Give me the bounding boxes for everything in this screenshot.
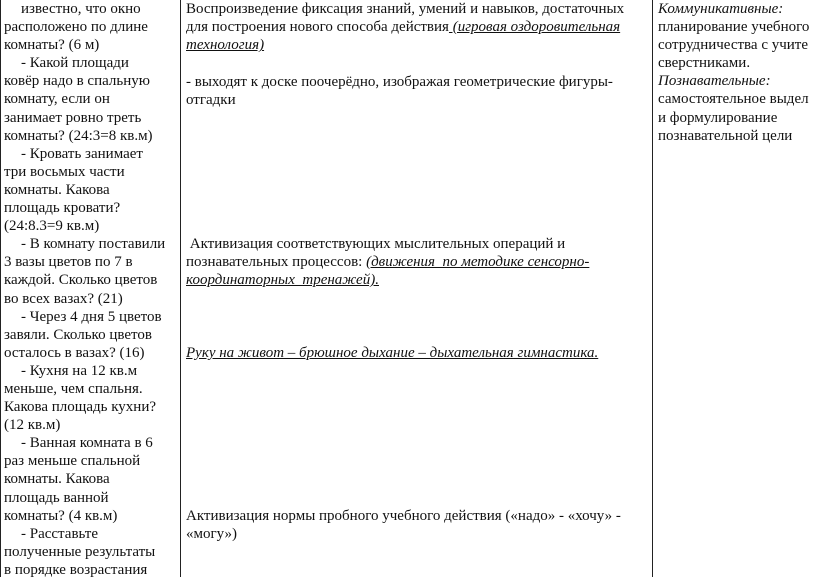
task-line: комнаты? (6 м)	[4, 37, 100, 54]
task-line: - В комнату поставили	[21, 236, 166, 253]
task-line: во всех вазах? (21)	[4, 290, 123, 307]
task-line: три восьмых части	[4, 163, 125, 180]
task-line: каждой. Сколько цветов	[4, 272, 158, 289]
task-line: Какова площадь кухни?	[4, 399, 157, 416]
activation-text: познавательных процессов:	[186, 254, 367, 271]
task-line: комнаты. Какова	[4, 181, 110, 198]
task-line: расположено по длине	[4, 19, 148, 36]
task-line: комнату, если он	[4, 91, 110, 108]
activation-line: Активизация соответствующих мыслительных операций и	[186, 236, 566, 252]
communicative-heading: Коммуникативные:	[658, 1, 784, 17]
task-line: (24:8.3=9 кв.м)	[4, 218, 100, 235]
task-line: площадь кровати?	[4, 200, 121, 217]
task-line: комнаты? (4 кв.м)	[4, 507, 118, 524]
sensory-method-note: координаторных тренажей).	[186, 272, 379, 289]
reproduction-line	[186, 18, 650, 36]
trial-action-block	[186, 507, 650, 543]
cognitive-line: и формулирование	[658, 109, 778, 126]
activation-block	[186, 235, 650, 289]
breathing-exercise-note: Руку на живот – брюшное дыхание – дыхательная гимнастика.	[186, 345, 599, 361]
communicative-line: сотрудничества с учите	[658, 37, 809, 54]
table-border-column-2	[652, 0, 653, 577]
task-line: в порядке возрастания	[4, 561, 148, 577]
sensory-method-note: (движения по методике сенсорно-	[366, 254, 590, 271]
activities-column	[186, 0, 650, 577]
activation-line	[186, 253, 650, 271]
task-line: (12 кв.м)	[4, 417, 61, 434]
task-line: 3 вазы цветов по 7 в	[4, 254, 133, 271]
cognitive-line: самостоятельное выдел	[658, 91, 809, 108]
board-activity-block	[186, 73, 650, 109]
cognitive-heading: Познавательные:	[658, 73, 771, 90]
task-line: - Расставьте	[21, 525, 99, 542]
task-line: - Через 4 дня 5 цветов	[21, 308, 162, 325]
cognitive-line: познавательной цели	[658, 127, 793, 144]
game-technology-note: технология)	[186, 37, 265, 54]
reproduction-line: Воспроизведение фиксация знаний, умений и навыков, достаточных	[186, 1, 625, 17]
task-line: - Ванная комната в 6	[21, 435, 153, 452]
task-line: площадь ванной	[4, 489, 109, 506]
task-line: полученные результаты	[4, 543, 156, 560]
task-line: - Какой площади	[21, 55, 129, 72]
task-line: ковёр надо в спальную	[4, 73, 150, 90]
task-line: - Кровать занимает	[21, 145, 143, 162]
communicative-line: сверстниками.	[658, 55, 751, 72]
reproduction-text: для построения нового способа действия	[186, 19, 449, 36]
game-technology-note: (игровая оздоровительная	[448, 19, 621, 36]
task-line: меньше, чем спальня.	[4, 380, 143, 397]
task-line: занимает ровно треть	[4, 109, 142, 126]
reproduction-block	[186, 0, 650, 54]
table-border-column-1	[180, 0, 181, 577]
task-line: раз меньше спальной	[4, 453, 141, 470]
task-line: - Кухня на 12 кв.м	[21, 362, 138, 379]
board-activity-line: отгадки	[186, 92, 236, 109]
outcomes-column	[658, 0, 816, 145]
trial-action-line: «могу»)	[186, 526, 238, 543]
task-line: осталось в вазах? (16)	[4, 344, 145, 361]
table-border-left	[0, 0, 1, 577]
breathing-block	[186, 344, 650, 362]
task-line: комнаты? (24:3=8 кв.м)	[4, 127, 153, 144]
tasks-column	[4, 0, 176, 577]
board-activity-line: - выходят к доске поочерёдно, изображая геометрические фигуры-	[186, 74, 613, 90]
task-line: завяли. Сколько цветов	[4, 326, 152, 343]
task-line: комнаты. Какова	[4, 471, 110, 488]
communicative-line: планирование учебного	[658, 19, 810, 36]
trial-action-line: Активизация нормы пробного учебного действия («надо» - «хочу» -	[186, 508, 621, 524]
task-line: известно, что окно	[21, 1, 141, 17]
